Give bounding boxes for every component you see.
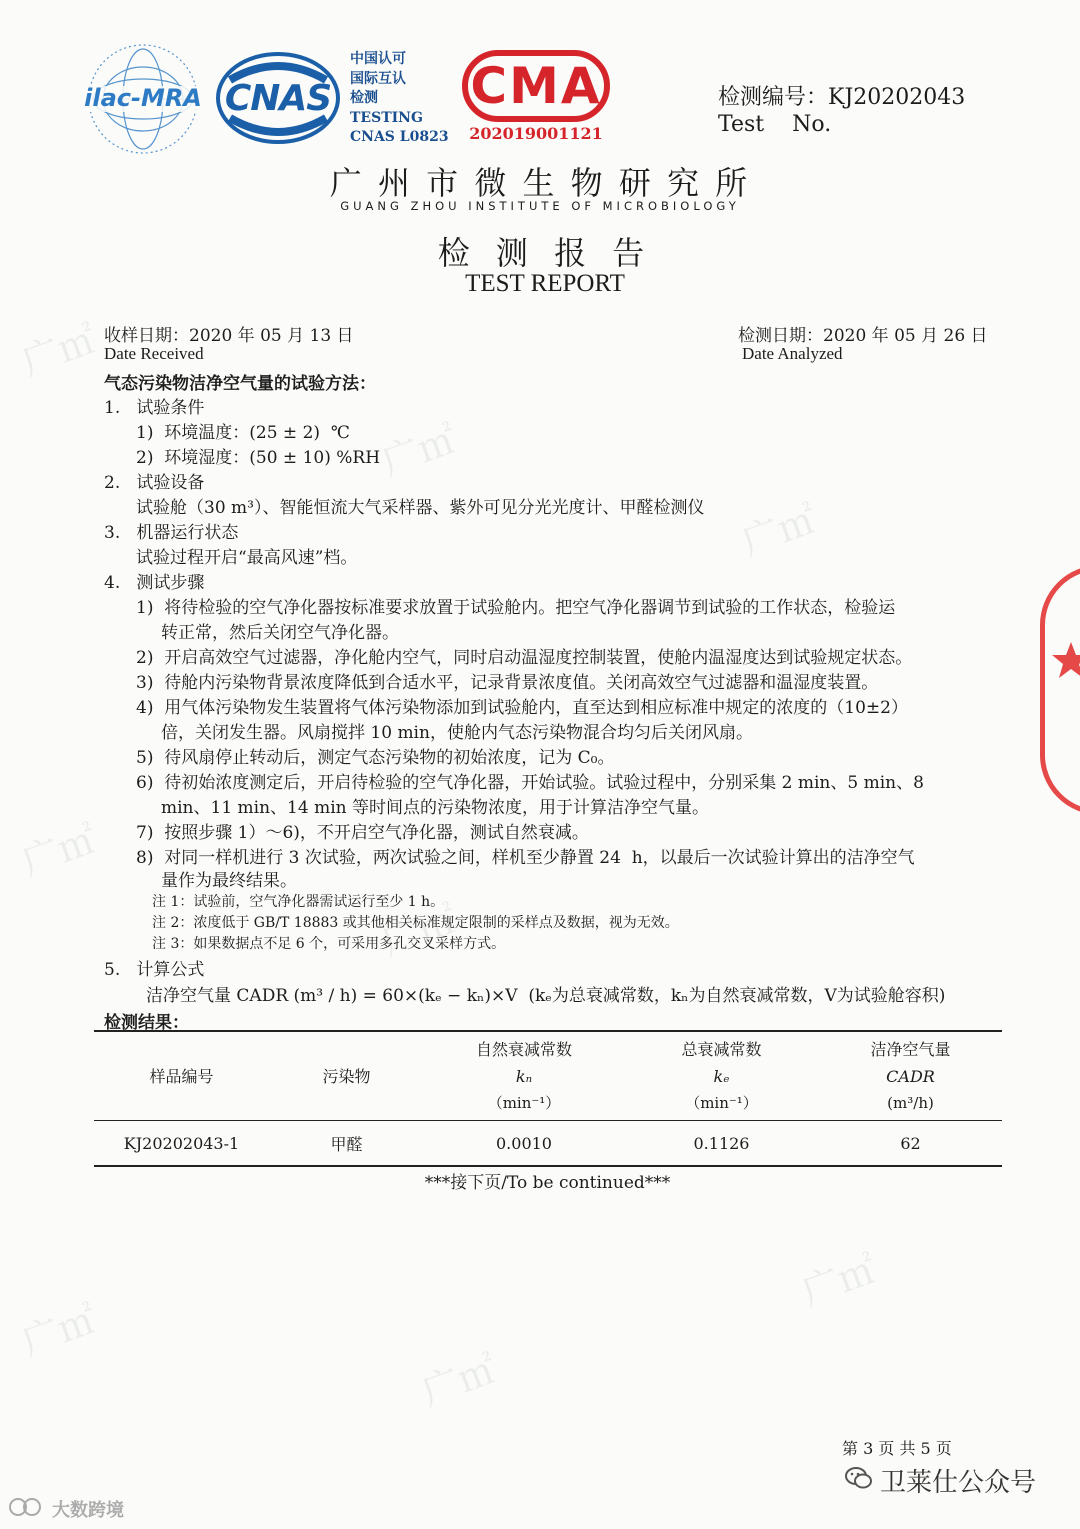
cnas-text: 中国认可 国际互认 检测 TESTING CNAS L0823 (350, 51, 449, 145)
cell-cadr: 62 (819, 1121, 1002, 1167)
step-6: 6) 待初始浓度测定后，开启待检验的空气净化器，开始试验。试验过程中，分别采集 2 min、5 min、8 (136, 773, 924, 793)
section-5: 5. 计算公式 (104, 960, 205, 980)
note-1: 注 1：试验前，空气净化器需试运行至少 1 h。 (152, 894, 445, 910)
condition-temp: 1) 环境温度：(25 ± 2) ℃ (136, 423, 350, 443)
watermark: 广㎡ (415, 1347, 503, 1415)
cnas-logo: CNAS (216, 52, 340, 144)
section-4: 4. 测试步骤 (104, 573, 205, 593)
header-total: 总衰减常数 kₑ （min⁻¹） (624, 1031, 819, 1121)
method-heading: 气态污染物洁净空气量的试验方法： (104, 374, 376, 394)
step-3: 3) 待舱内污染物背景浓度降低到合适水平，记录背景浓度值。关闭高效空气过滤器和温湿度装置。 (136, 673, 879, 693)
wechat-icon (845, 1466, 873, 1490)
cadr-formula: 洁净空气量 CADR (m³ / h) = 60×(kₑ − kₙ)×V (kₑ为总衰减常数，kₙ为自然衰减常数，V为试验舱容积) (146, 986, 946, 1006)
page-number: 第 3 页 共 5 页 (842, 1439, 952, 1458)
institute-name-en: GUANG ZHOU INSTITUTE OF MICROBIOLOGY (340, 199, 740, 213)
test-number: 检测编号：KJ20202043 (718, 85, 966, 110)
header-cadr: 洁净空气量 CADR (m³/h) (819, 1031, 1002, 1121)
cma-number: 202019001121 (469, 124, 603, 143)
report-title-en: TEST REPORT (465, 270, 625, 297)
step-6-cont: min、11 min、14 min 等时间点的污染物浓度，用于计算洁净空气量。 (161, 798, 709, 818)
equipment-text: 试验舱（30 m³）、智能恒流大气采样器、紫外可见分光光度计、甲醛检测仪 (136, 498, 705, 518)
step-4-cont: 倍，关闭发生器。风扇搅拌 10 min，使舱内气态污染物混合均匀后关闭风扇。 (161, 723, 753, 743)
step-1: 1) 将待检验的空气净化器按标准要求放置于试验舱内。把空气净化器调节到试验的工作状态，检验运 (136, 598, 896, 618)
cell-pollutant: 甲醛 (269, 1121, 424, 1167)
table-row (94, 1121, 1002, 1167)
condition-humidity: 2) 环境湿度：(50 ± 10) %RH (136, 448, 381, 468)
date-received-label: Date Received (104, 344, 204, 363)
test-number-en: Test No. (718, 112, 832, 137)
watermark: 广㎡ (15, 317, 103, 385)
date-analyzed-label: Date Analyzed (742, 344, 843, 363)
step-8: 8) 对同一样机进行 3 次试验，两次试验之间，样机至少静置 24 h，以最后一次试验计算出的洁净空气 (136, 848, 915, 868)
date-analyzed: 检测日期：2020 年 05 月 26 日 (738, 326, 988, 346)
cma-logo: CMA (462, 50, 610, 122)
corner-watermark: 大数跨境 (52, 1500, 124, 1521)
cell-natural: 0.0010 (424, 1121, 624, 1167)
note-2: 注 2：浓度低于 GB/T 18883 或其他相关标准规定限制的采样点及数据，视为无效。 (152, 915, 679, 931)
header-pollutant: 污染物 (269, 1031, 424, 1121)
cell-sample: KJ20202043-1 (94, 1121, 269, 1167)
wechat-account: 卫莱仕公众号 (880, 1468, 1037, 1498)
step-7: 7) 按照步骤 1）～6)，不开启空气净化器，测试自然衰减。 (136, 823, 589, 843)
step-1-cont: 转正常，然后关闭空气净化器。 (161, 623, 399, 643)
step-5: 5) 待风扇停止转动后，测定气态污染物的初始浓度，记为 C₀。 (136, 748, 615, 768)
section-3: 3. 机器运行状态 (104, 523, 239, 543)
step-4: 4) 用气体污染物发生装置将气体污染物添加到试验舱内，直至达到相应标准中规定的浓度的（10±2） (136, 698, 908, 718)
header-natural: 自然衰减常数 kₙ （min⁻¹） (424, 1031, 624, 1121)
institute-name: 广 州 市 微 生 物 研 究 所 (329, 164, 751, 202)
corner-logo-icon (8, 1495, 48, 1519)
date-received: 收样日期：2020 年 05 月 13 日 (104, 326, 354, 346)
watermark: 广㎡ (735, 497, 823, 565)
watermark: 广㎡ (795, 1247, 883, 1315)
ilac-mra-logo: ilac-MRA (84, 40, 202, 158)
run-state-text: 试验过程开启“最高风速”档。 (136, 548, 358, 568)
section-1: 1. 试验条件 (104, 398, 205, 418)
table-header-row (94, 1031, 1002, 1121)
continued-note: ***接下页/To be continued*** (424, 1173, 671, 1193)
note-3: 注 3：如果数据点不足 6 个，可采用多孔交叉采样方式。 (152, 936, 506, 952)
watermark: 广㎡ (375, 897, 463, 965)
watermark: 广㎡ (15, 817, 103, 885)
step-2: 2) 开启高效空气过滤器，净化舱内空气，同时启动温湿度控制装置，使舱内温湿度达到试验规定状态。 (136, 648, 913, 668)
header-sample: 样品编号 (94, 1031, 269, 1121)
red-stamp (1040, 565, 1080, 815)
results-heading: 检测结果： (104, 1013, 189, 1033)
cell-total: 0.1126 (624, 1121, 819, 1167)
results-table (94, 1030, 1002, 1167)
watermark: 广㎡ (375, 417, 463, 485)
report-title: 检 测 报 告 (437, 234, 653, 272)
watermark: 广㎡ (15, 1297, 103, 1365)
step-8-cont: 量作为最终结果。 (161, 871, 297, 891)
section-2: 2. 试验设备 (104, 473, 205, 493)
